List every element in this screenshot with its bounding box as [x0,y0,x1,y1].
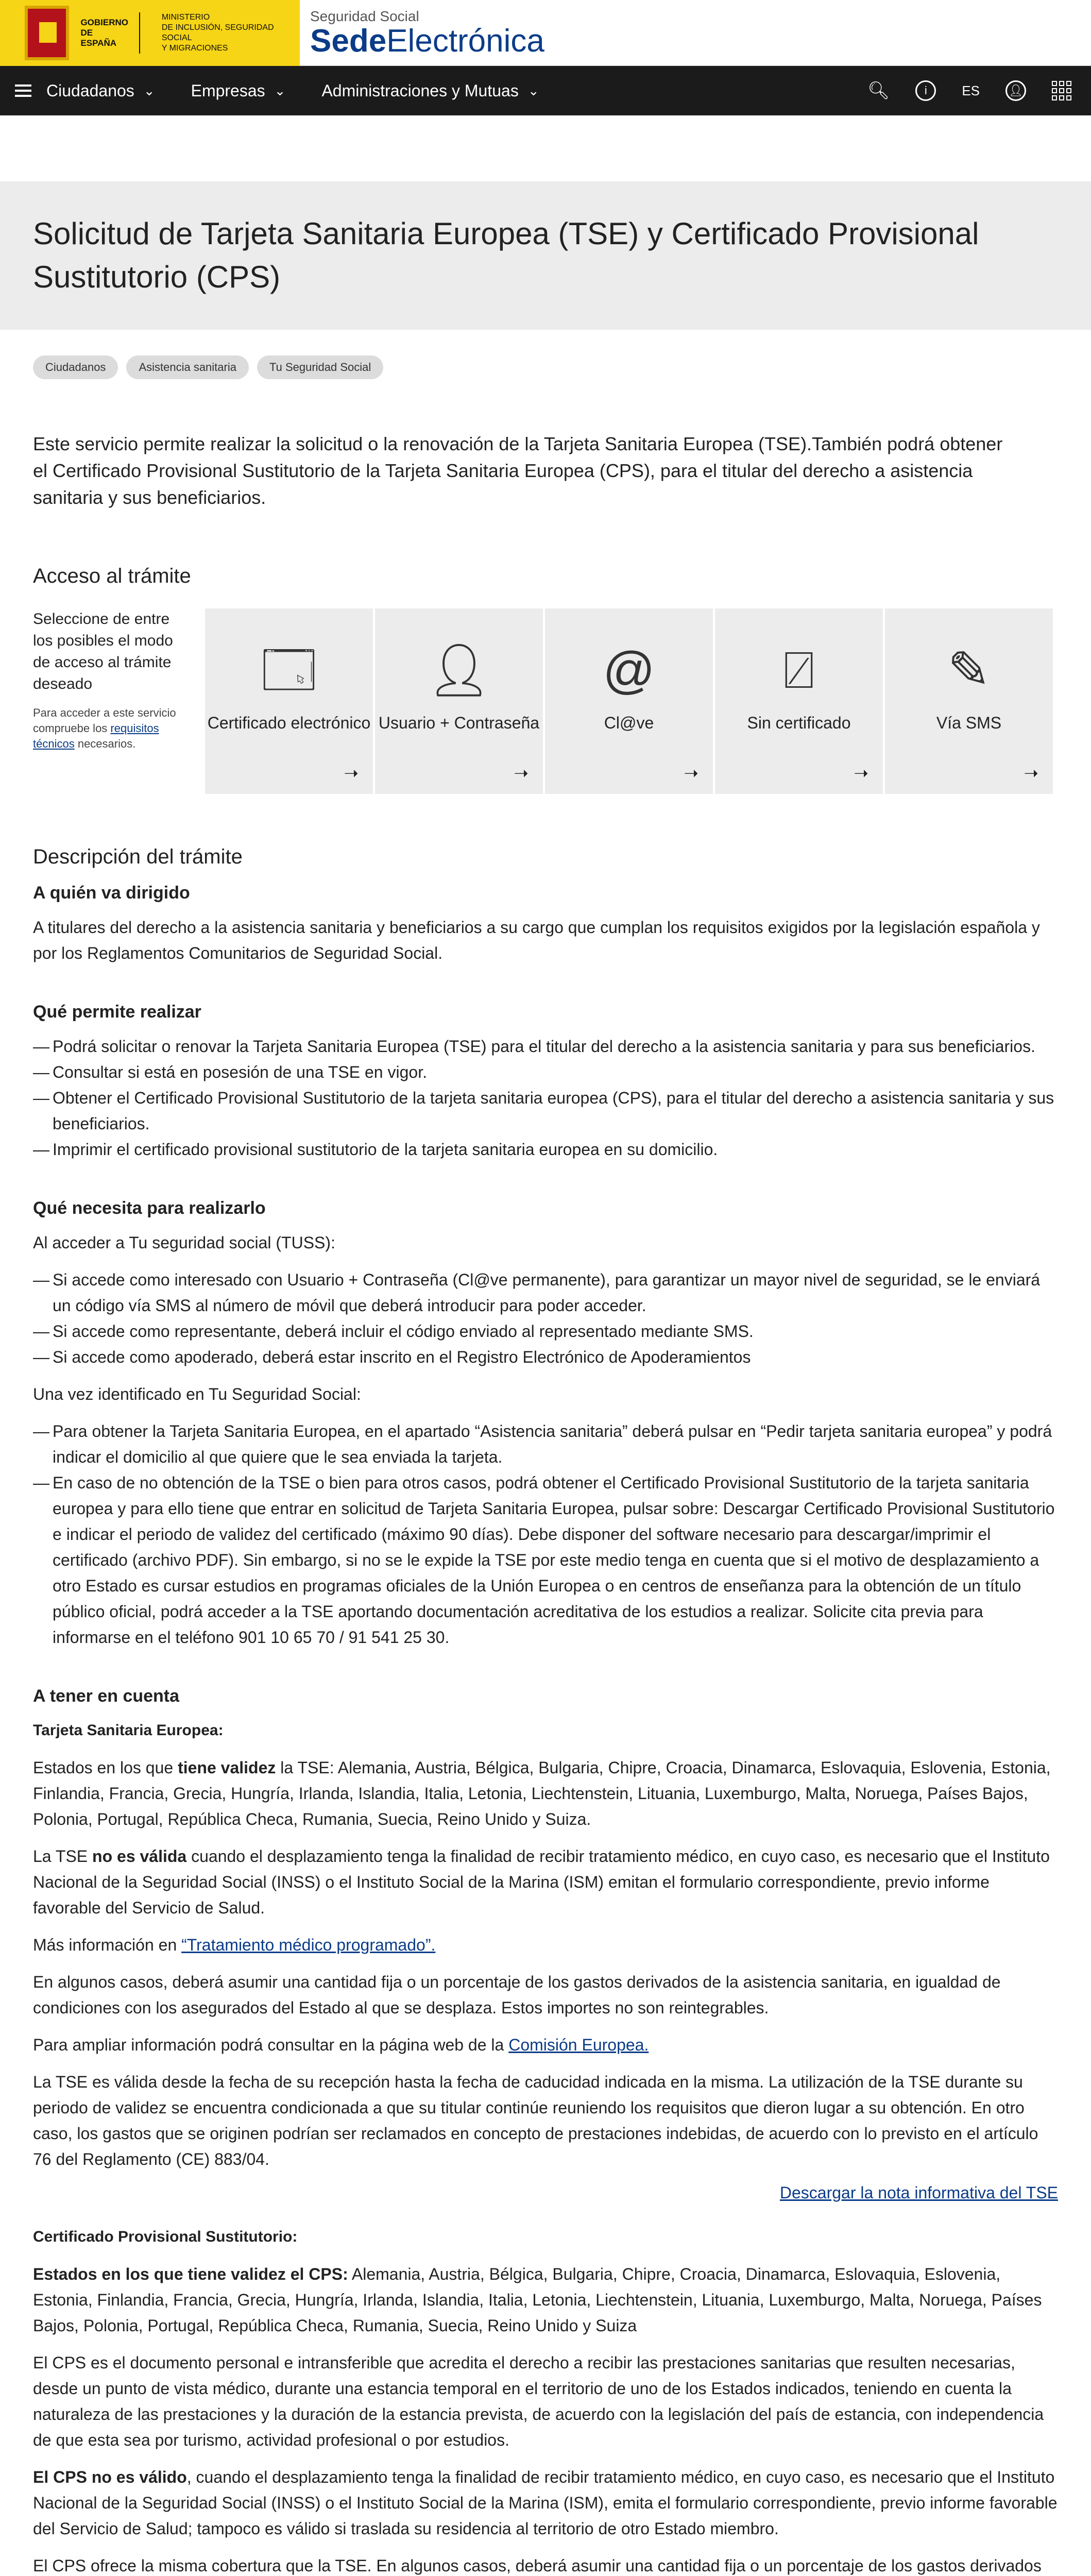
list-item: — Si accede como interesado con Usuario + Contraseña (Cl@ve permanente), para garantizar un mayor nivel de seguridad, se le enviará un código vía SMS al número de móvil que deberá introducir para poder acceder. [33,1267,1058,1318]
access-title: Acceso al trámite [33,565,191,587]
paragraph: Estados en los que tiene validez el CPS: Alemania, Austria, Bélgica, Bulgaria, Chipre, Croacia, Dinamarca, Eslovaquia, Eslovenia, Estonia, Finlandia, Francia, Grecia, Hungría, Irlanda, Islandia, Italia, Letonia, Liechtenstein, Lituania, Luxemburgo, Malta, Noruega, Países Bajos, Polonia, Portugal, República Checa, Rumania, Suecia, Reino Unido y Suiza [33,2265,1042,2335]
comision-europea-link[interactable]: Comisión Europea. [508,2036,649,2054]
title-band [0,181,1091,330]
section-heading: Qué permite realizar [33,1002,201,1022]
list-item: — Imprimir el certificado provisional sustitutorio de la tarjeta sanitaria europea en su domicilio. [33,1137,1058,1162]
requisitos-link[interactable]: requisitos técnicos [33,722,159,750]
logo-divider [139,12,140,54]
access-card-sms[interactable]: ✎ Vía SMS ➝ [885,608,1053,794]
list-item: — Obtener el Certificado Provisional Sustitutorio de la tarjeta sanitaria europea (CPS), para el titular del derecho a asistencia sanitaria y sus beneficiarios. [33,1085,1058,1137]
government-text: GOBIERNO DE ESPAÑA [80,17,129,48]
section-heading: Qué necesita para realizarlo [33,1198,266,1218]
chevron-down-icon: ⌄ [274,82,286,98]
user-icon: 👤︎ [426,641,492,699]
list-item: — Podrá solicitar o renovar la Tarjeta Sanitaria Europea (TSE) para el titular del derecho a la asistencia sanitaria y para sus beneficiarios. [33,1033,1058,1059]
site-logo[interactable] [300,8,544,58]
nav-item-empresas[interactable]: Empresas ⌄ [191,81,286,100]
access-card-sin-certificado[interactable]: ⍁ Sin certificado ➝ [715,608,883,794]
paragraph: Una vez identificado en Tu Seguridad Social: [33,1385,361,1403]
list-item: — Consultar si está en posesión de una TSE en vigor. [33,1059,1058,1085]
sms-icon: ✎ [947,641,991,699]
access-card-usuario[interactable]: 👤︎ Usuario + Contraseña ➝ [375,608,543,794]
arrow-right-icon: ➝ [1024,764,1038,783]
access-card-clave[interactable]: @ Cl@ve ➝ [545,608,713,794]
certificate-icon: 🗔︎ [261,641,317,699]
nav-item-administraciones[interactable]: Administraciones y Mutuas ⌄ [321,81,539,100]
download-tse-link[interactable]: Descargar la nota informativa del TSE [779,2183,1058,2202]
arrow-right-icon: ➝ [684,764,698,783]
access-card-certificado[interactable]: 🗔︎ Certificado electrónico ➝ [205,608,373,794]
intro-text: Este servicio permite realizar la solicitud o la renovación de la Tarjeta Sanitaria Europea (TSE).También podrá obtener el Certificado Provisional Sustitutorio de la Tarjeta Sanitaria Europea (CPS), para el titular del derecho a asistencia sanitaria y sus beneficiarios. [33,433,1003,508]
tag-tu-ss[interactable]: Tu Seguridad Social [257,355,383,379]
search-icon[interactable]: 🔍︎ [867,81,890,100]
permite-list [33,1033,1058,1162]
nav-item-ciudadanos[interactable]: Ciudadanos ⌄ [46,81,155,100]
ministry-text: MINISTERIO DE INCLUSIÓN, SEGURIDAD SOCIAL Y MIGRACIONES [161,12,274,53]
tag-ciudadanos[interactable]: Ciudadanos [33,355,118,379]
section-heading: A quién va dirigido [33,883,190,903]
tratamiento-link[interactable]: “Tratamiento médico programado”. [181,1936,436,1954]
menu-icon[interactable] [0,81,46,100]
arrow-right-icon: ➝ [854,764,868,783]
paragraph: Para ampliar información podrá consultar en la página web de la Comisión Europea. [33,2036,649,2054]
list-item: — Si accede como representante, deberá incluir el código enviado al representado mediante SMS. [33,1318,1058,1344]
page-title: Solicitud de Tarjeta Sanitaria Europea (TSE) y Certificado Provisional Sustitutorio (CPS) [33,216,979,294]
paragraph: El CPS es el documento personal e intransferible que acredita el derecho a recibir las prestaciones sanitarias que resulten necesarias, desde un punto de vista médico, durante una estancia temporal en el territorio de uno de los Estados indicados, teniendo en cuenta la naturaleza de las prestaciones y la duración de la estancia prevista, de acuerdo con la legislación del país de estancia, con independencia de que esta sea por turismo, actividad profesional o por estudios. [33,2353,1044,2449]
a-quien-text: A titulares del derecho a la asistencia sanitaria y beneficiarios a su cargo que cumplan los requisitos exigidos por la legislación española y por los Reglamentos Comunitarios de Seguridad Social. [33,918,1040,962]
paragraph: Estados en los que tiene validez la TSE: Alemania, Austria, Bélgica, Bulgaria, Chipre, Croacia, Dinamarca, Eslovaquia, Eslovenia, Estonia, Finlandia, Francia, Grecia, Hungría, Irlanda, Islandia, Italia, Letonia, Liechtenstein, Lituania, Luxemburgo, Malta, Noruega, Países Bajos, Polonia, Portugal, República Checa, Rumania, Suecia, Reino Unido y Suiza. [33,1758,1051,1828]
chevron-down-icon: ⌄ [527,82,539,98]
site-supertitle: Seguridad Social [310,8,419,24]
paragraph: La TSE no es válida cuando el desplazamiento tenga la finalidad de recibir tratamiento médico, en cuyo caso, es necesario que el Instituto Nacional de la Seguridad Social (INSS) o el Instituto Social de la Marina (ISM) emitan el formulario correspondiente, previo informe favorable del Servicio de Salud. [33,1847,1050,1917]
paragraph: En algunos casos, deberá asumir una cantidad fija o un porcentaje de los gastos derivados de la asistencia sanitaria, en igualdad de condiciones con los asegurados del Estado al que se desplaza. Estos importes no son reintegrables. [33,1973,1001,2017]
arrow-right-icon: ➝ [514,764,529,783]
user-icon[interactable]: 👤︎ [1005,80,1026,101]
access-section [0,511,1091,794]
site-title: SedeElectrónica [310,23,544,59]
top-header [0,0,1091,66]
government-logo[interactable] [0,0,300,66]
description-title: Descripción del trámite [33,845,243,868]
arrow-right-icon: ➝ [344,764,359,783]
paragraph: El CPS ofrece la misma cobertura que la TSE. En algunos casos, deberá asumir una cantidad fija o un porcentaje de los gastos derivados [33,2556,1042,2575]
necesita-list [33,1267,1058,1370]
access-instructions: Seleccione de entre los posibles el modo de acceso al trámite deseado Para acceder a este servicio compruebe los requisitos técnicos necesarios. [33,611,176,750]
language-selector[interactable]: ES [962,82,980,98]
paragraph: Al acceder a Tu seguridad social (TUSS): [33,1233,335,1252]
section-heading: A tener en cuenta [33,1686,180,1706]
paragraph: La TSE es válida desde la fecha de su recepción hasta la fecha de caducidad indicada en la misma. La utilización de la TSE durante su periodo de validez se encuentra condicionada a que su titular continúe reuniendo los requisitos que dieron lugar a su obtención. En otro caso, los gastos que se originen podrían ser reclamados en concepto de prestaciones indebidas, de acuerdo con lo previsto en el artículo 76 del Reglamento (CE) 883/04. [33,2073,1038,2168]
list-item: — Si accede como apoderado, deberá estar inscrito en el Registro Electrónico de Apoderamientos [33,1344,1058,1370]
subsection-heading: Certificado Provisional Sustitutorio: [33,2228,298,2245]
main-nav [0,66,1091,115]
coat-of-arms-icon [25,6,69,60]
no-certificate-icon: ⍁ [783,641,814,699]
at-icon: @ [603,641,655,699]
info-icon[interactable]: i [915,80,936,101]
paragraph: Más información en “Tratamiento médico programado”. [33,1936,436,1954]
tag-list [0,330,1091,379]
subsection-heading: Tarjeta Sanitaria Europea: [33,1722,224,1739]
tag-asistencia[interactable]: Asistencia sanitaria [126,355,249,379]
apps-grid-icon[interactable] [1052,81,1071,100]
identificado-list [33,1418,1058,1650]
list-item: — Para obtener la Tarjeta Sanitaria Europea, en el apartado “Asistencia sanitaria” deberá pulsar en “Pedir tarjeta sanitaria europea” y podrá indicar el domicilio al que quiere que le sea enviada la tarjeta. [33,1418,1058,1470]
description-section [0,794,1091,2576]
paragraph: El CPS no es válido, cuando el desplazamiento tenga la finalidad de recibir tratamiento médico, en cuyo caso, es necesario que el Instituto Nacional de la Seguridad Social (INSS) o el Instituto Social de la Marina (ISM), emita el formulario correspondiente, previo informe favorable del Servicio de Salud; tampoco es válido si traslada su residencia al territorio de otro Estado miembro. [33,2468,1058,2538]
chevron-down-icon: ⌄ [143,82,155,98]
list-item: — En caso de no obtención de la TSE o bien para otros casos, podrá obtener el Certificado Provisional Sustitutorio de la tarjeta sanitaria europea y para ello tiene que entrar en solicitud de Tarjeta Sanitaria Europea, pulsar sobre: Descargar Certificado Provisional Sustitutorio e indicar el periodo de validez del certificado (máximo 90 días). Debe disponer del software necesario para descargar/imprimir el certificado (archivo PDF). Sin embargo, si no se le expide la TSE por este medio tenga en cuenta que si el motivo de desplazamiento a otro Estado es cursar estudios en programas oficiales de la Unión Europea o en centros de enseñanza para la obtención de un título público oficial, podrá acceder a la TSE aportando documentación acreditativa de los estudios a realizar. Solicite cita previa para informarse en el teléfono 901 10 65 70 / 91 541 25 30. [33,1470,1058,1650]
